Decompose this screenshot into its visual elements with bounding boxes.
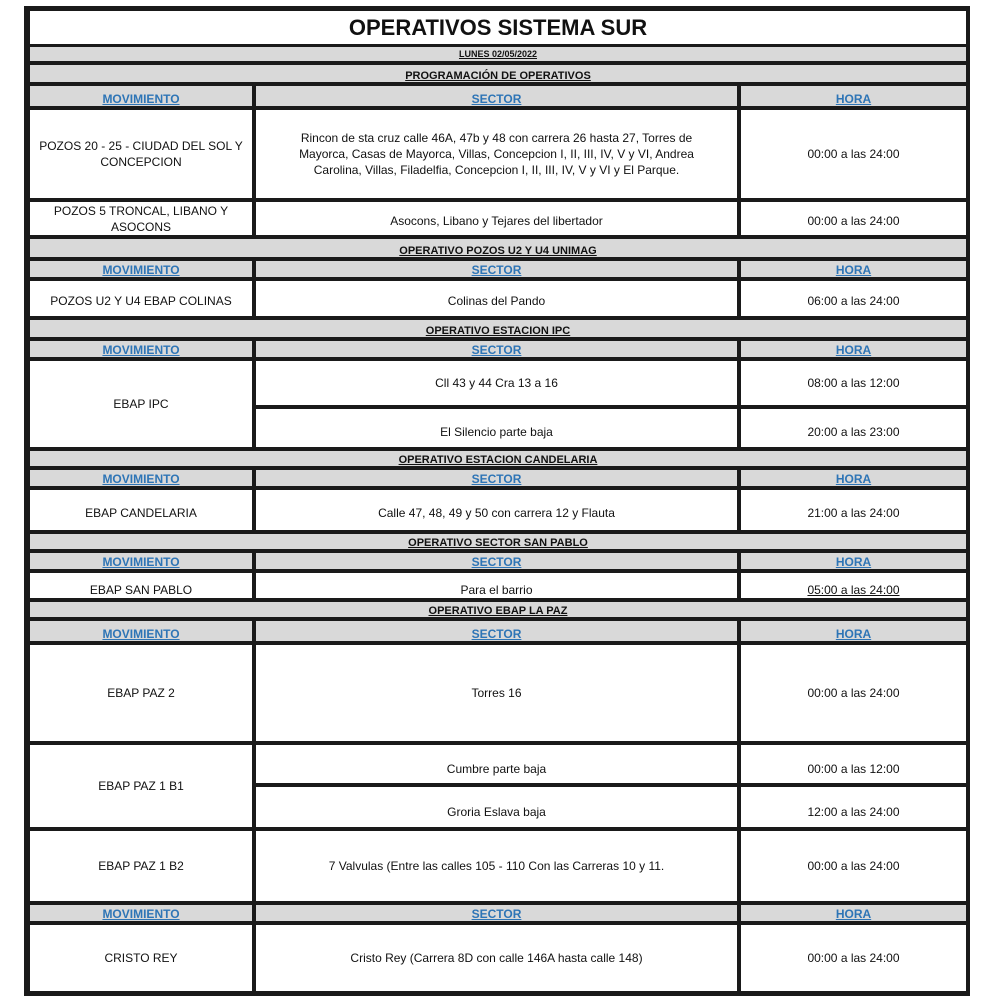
sector-cell: Torres 16: [256, 645, 737, 741]
movimiento-cell: POZOS U2 Y U4 EBAP COLINAS: [30, 281, 252, 316]
column-header-sector: SECTOR: [256, 261, 737, 277]
section-title: OPERATIVO ESTACION IPC: [30, 320, 966, 337]
column-header-hora: HORA: [741, 341, 966, 357]
movimiento-cell: CRISTO REY: [30, 925, 252, 991]
hora-cell: 00:00 a las 24:00: [741, 925, 966, 991]
column-header-movimiento: MOVIMIENTO: [30, 553, 252, 569]
schedule-sheet: [24, 6, 970, 996]
sector-cell: El Silencio parte baja: [256, 409, 737, 447]
column-header-sector: SECTOR: [256, 621, 737, 641]
hora-cell: 12:00 a las 24:00: [741, 787, 966, 827]
hora-cell: 00:00 a las 24:00: [741, 202, 966, 235]
movimiento-cell: POZOS 20 - 25 - CIUDAD DEL SOL Y CONCEPCION: [30, 110, 252, 198]
hora-cell: 06:00 a las 24:00: [741, 281, 966, 316]
sector-cell: Cll 43 y 44 Cra 13 a 16: [256, 361, 737, 405]
hora-cell: 00:00 a las 24:00: [741, 831, 966, 901]
hora-cell: 00:00 a las 24:00: [741, 110, 966, 198]
movimiento-cell: EBAP PAZ 1 B2: [30, 831, 252, 901]
movimiento-cell: POZOS 5 TRONCAL, LIBANO Y ASOCONS: [30, 202, 252, 235]
column-header-sector: SECTOR: [256, 905, 737, 921]
column-header-hora: HORA: [741, 470, 966, 486]
sector-cell: 7 Valvulas (Entre las calles 105 - 110 Con las Carreras 10 y 11.: [256, 831, 737, 901]
movimiento-cell: EBAP IPC: [30, 361, 252, 447]
sector-cell: Calle 47, 48, 49 y 50 con carrera 12 y Flauta: [256, 490, 737, 530]
sector-cell: Colinas del Pando: [256, 281, 737, 316]
hora-cell: 08:00 a las 12:00: [741, 361, 966, 405]
section-title: OPERATIVO ESTACION CANDELARIA: [30, 451, 966, 466]
column-header-sector: SECTOR: [256, 341, 737, 357]
column-header-movimiento: MOVIMIENTO: [30, 86, 252, 106]
column-header-movimiento: MOVIMIENTO: [30, 621, 252, 641]
column-header-hora: HORA: [741, 905, 966, 921]
hora-cell: 00:00 a las 12:00: [741, 745, 966, 783]
sector-cell: Asocons, Libano y Tejares del libertador: [256, 202, 737, 235]
page-title: OPERATIVOS SISTEMA SUR: [30, 11, 966, 44]
movimiento-cell: EBAP PAZ 1 B1: [30, 745, 252, 827]
hora-cell: 21:00 a las 24:00: [741, 490, 966, 530]
column-header-sector: SECTOR: [256, 86, 737, 106]
section-title: PROGRAMACIÓN DE OPERATIVOS: [30, 65, 966, 82]
sector-cell: Para el barrio: [256, 573, 737, 598]
sector-cell: Cumbre parte baja: [256, 745, 737, 783]
date-banner: LUNES 02/05/2022: [30, 47, 966, 61]
sector-cell: Cristo Rey (Carrera 8D con calle 146A hasta calle 148): [256, 925, 737, 991]
section-title: OPERATIVO EBAP LA PAZ: [30, 602, 966, 617]
column-header-movimiento: MOVIMIENTO: [30, 905, 252, 921]
column-header-sector: SECTOR: [256, 553, 737, 569]
hora-cell: 00:00 a las 24:00: [741, 645, 966, 741]
column-header-hora: HORA: [741, 261, 966, 277]
column-header-hora: HORA: [741, 621, 966, 641]
sector-cell: Groria Eslava baja: [256, 787, 737, 827]
movimiento-cell: EBAP PAZ 2: [30, 645, 252, 741]
column-header-hora: HORA: [741, 86, 966, 106]
movimiento-cell: EBAP CANDELARIA: [30, 490, 252, 530]
column-header-movimiento: MOVIMIENTO: [30, 470, 252, 486]
section-title: OPERATIVO SECTOR SAN PABLO: [30, 534, 966, 549]
hora-cell: 05:00 a las 24:00: [741, 573, 966, 598]
column-header-movimiento: MOVIMIENTO: [30, 341, 252, 357]
column-header-sector: SECTOR: [256, 470, 737, 486]
column-header-hora: HORA: [741, 553, 966, 569]
section-title: OPERATIVO POZOS U2 Y U4 UNIMAG: [30, 239, 966, 257]
movimiento-cell: EBAP SAN PABLO: [30, 573, 252, 598]
column-header-movimiento: MOVIMIENTO: [30, 261, 252, 277]
sector-cell: Rincon de sta cruz calle 46A, 47b y 48 con carrera 26 hasta 27, Torres de Mayorca, Casas de Mayorca, Villas, Concepcion I, II, III, IV, V y VI, Andrea Carolina, Villas, Filadelfia, Concepcion I, II, III, IV, V y VI y El Parque.: [256, 110, 737, 198]
hora-cell: 20:00 a las 23:00: [741, 409, 966, 447]
